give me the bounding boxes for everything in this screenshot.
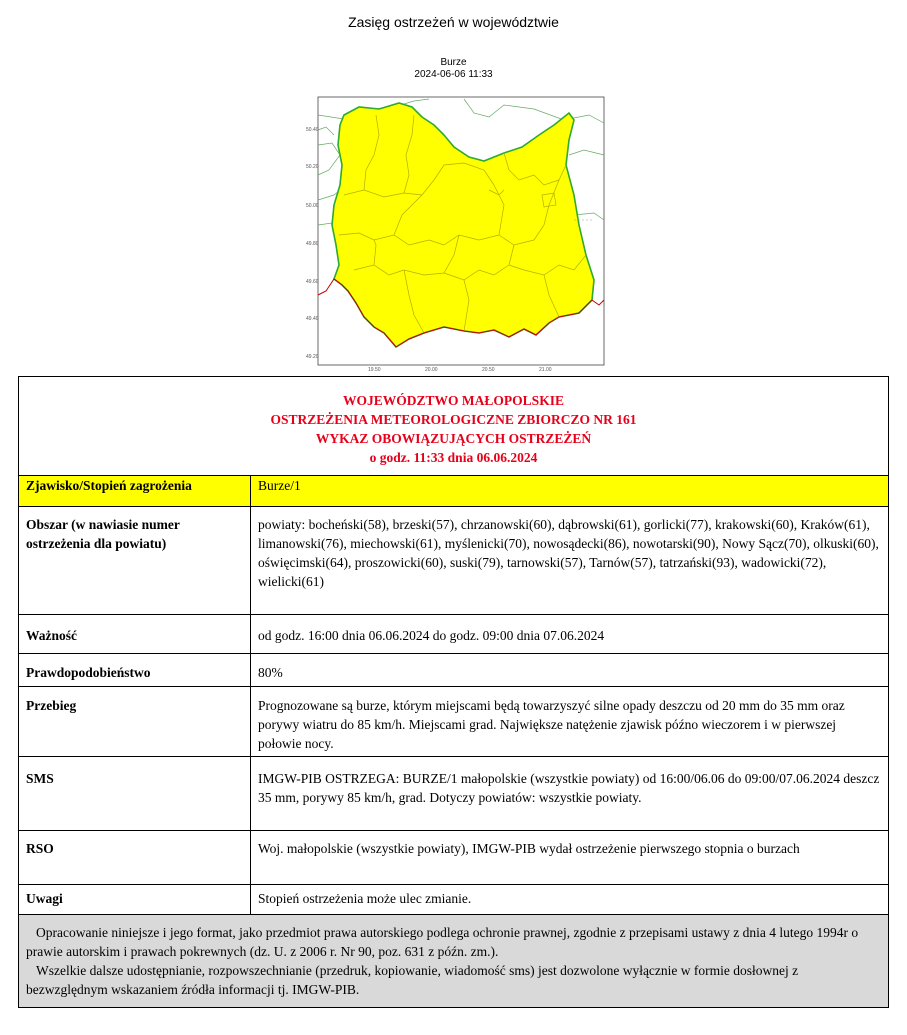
lon-tick: 20.00 (425, 367, 438, 373)
lon-tick: 21.00 (539, 367, 552, 373)
lat-tick: 49.60 (306, 279, 319, 285)
map-phenomenon: Burze (440, 57, 467, 68)
course-row (19, 687, 889, 757)
probability-label: Prawdopodobieństwo (19, 654, 251, 687)
rso-label: RSO (19, 831, 251, 885)
footer-row (19, 915, 889, 1008)
lat-tick-labels (306, 127, 319, 360)
lon-tick-labels (368, 367, 552, 373)
lon-tick: 19.50 (368, 367, 381, 373)
header-time: o godz. 11:33 dnia 06.06.2024 (369, 450, 538, 465)
map-datetime: 2024-06-06 11:33 (414, 69, 493, 80)
course-label: Przebieg (19, 687, 251, 757)
notes-row (19, 885, 889, 915)
warning-header (19, 377, 889, 476)
rso-row (19, 831, 889, 885)
distribution-paragraph: Wszelkie dalsze udostępnianie, rozpowszechnianie (przedruk, kopiowanie, wiadomość sms) jest dozwolone wyłącznie w formie dosłownej z bezwzględnym wskazaniem źródła informacji tj. IMGW-PIB. (26, 963, 799, 997)
area-value: powiaty: bocheński(58), brzeski(57), chrzanowski(60), dąbrowski(61), gorlicki(77), krakowski(60), Kraków(61), limanowski(76), miechowski(61), myślenicki(70), nowosądecki(86), nowotarski(90), Nowy Sącz(70), olkuski(60), oświęcimski(64), proszowicki(60), suski(79), tarnowski(57), Tarnów(57), tatrzański(93), wadowicki(72), wielicki(61) (251, 507, 889, 615)
area-label: Obszar (w nawiasie numer ostrzeżenia dla powiatu) (19, 507, 251, 615)
warning-table (18, 376, 889, 1008)
sms-row (19, 757, 889, 831)
validity-row (19, 615, 889, 654)
lat-tick: 50.40 (306, 127, 319, 133)
header-region: WOJEWÓDZTWO MAŁOPOLSKIE (343, 393, 564, 408)
course-value: Prognozowane są burze, którym miejscami będą towarzyszyć silne opady deszczu od 20 mm do 35 mm oraz porywy wiatru do 85 km/h. Miejscami grad. Największe natężenie zjawisk późno wieczorem i w pierwszej połowie nocy. (251, 687, 889, 757)
notes-label: Uwagi (19, 885, 251, 915)
lat-tick: 50.00 (306, 203, 319, 209)
phenomenon-row (19, 476, 889, 507)
map-subtitle (0, 57, 907, 81)
area-row (19, 507, 889, 615)
lat-tick: 49.40 (306, 316, 319, 322)
phenomenon-label: Zjawisko/Stopień zagrożenia (19, 476, 251, 507)
copyright-note (19, 915, 889, 1008)
map-svg (304, 95, 606, 373)
validity-value: od godz. 16:00 dnia 06.06.2024 do godz. 09:00 dnia 07.06.2024 (251, 615, 889, 654)
warning-map (304, 95, 606, 373)
lat-tick: 49.20 (306, 354, 319, 360)
sms-label: SMS (19, 757, 251, 831)
lat-tick: 50.20 (306, 164, 319, 170)
probability-value: 80% (251, 654, 889, 687)
sms-value: IMGW-PIB OSTRZEGA: BURZE/1 małopolskie (wszystkie powiaty) od 16:00/06.06 do 09:00/07.06.2024 deszcz 35 mm, porywy 85 km/h, grad. Dotyczy powiatów: wszystkie powiaty. (251, 757, 889, 831)
lon-tick: 20.50 (482, 367, 495, 373)
lat-tick: 49.80 (306, 241, 319, 247)
map-title: Zasięg ostrzeżeń w województwie (348, 14, 559, 30)
notes-value: Stopień ostrzeżenia może ulec zmianie. (251, 885, 889, 915)
rso-value: Woj. małopolskie (wszystkie powiaty), IMGW-PIB wydał ostrzeżenie pierwszego stopnia o burzach (251, 831, 889, 885)
validity-label: Ważność (19, 615, 251, 654)
header-list-title: WYKAZ OBOWIĄZUJĄCYCH OSTRZEŻEŃ (315, 431, 592, 446)
header-title: OSTRZEŻENIA METEOROLOGICZNE ZBIORCZO NR 161 (270, 412, 637, 427)
copyright-paragraph: Opracowanie niniejsze i jego format, jako przedmiot prawa autorskiego podlega ochronie prawnej, zgodnie z przepisami ustawy z dnia 4 lutego 1994r o prawie autorskim i prawach pokrewnych (dz. U. z 2006 r. Nr 90, poz. 631 z późn. zm.). (26, 925, 859, 959)
phenomenon-value: Burze/1 (251, 476, 889, 507)
probability-row (19, 654, 889, 687)
